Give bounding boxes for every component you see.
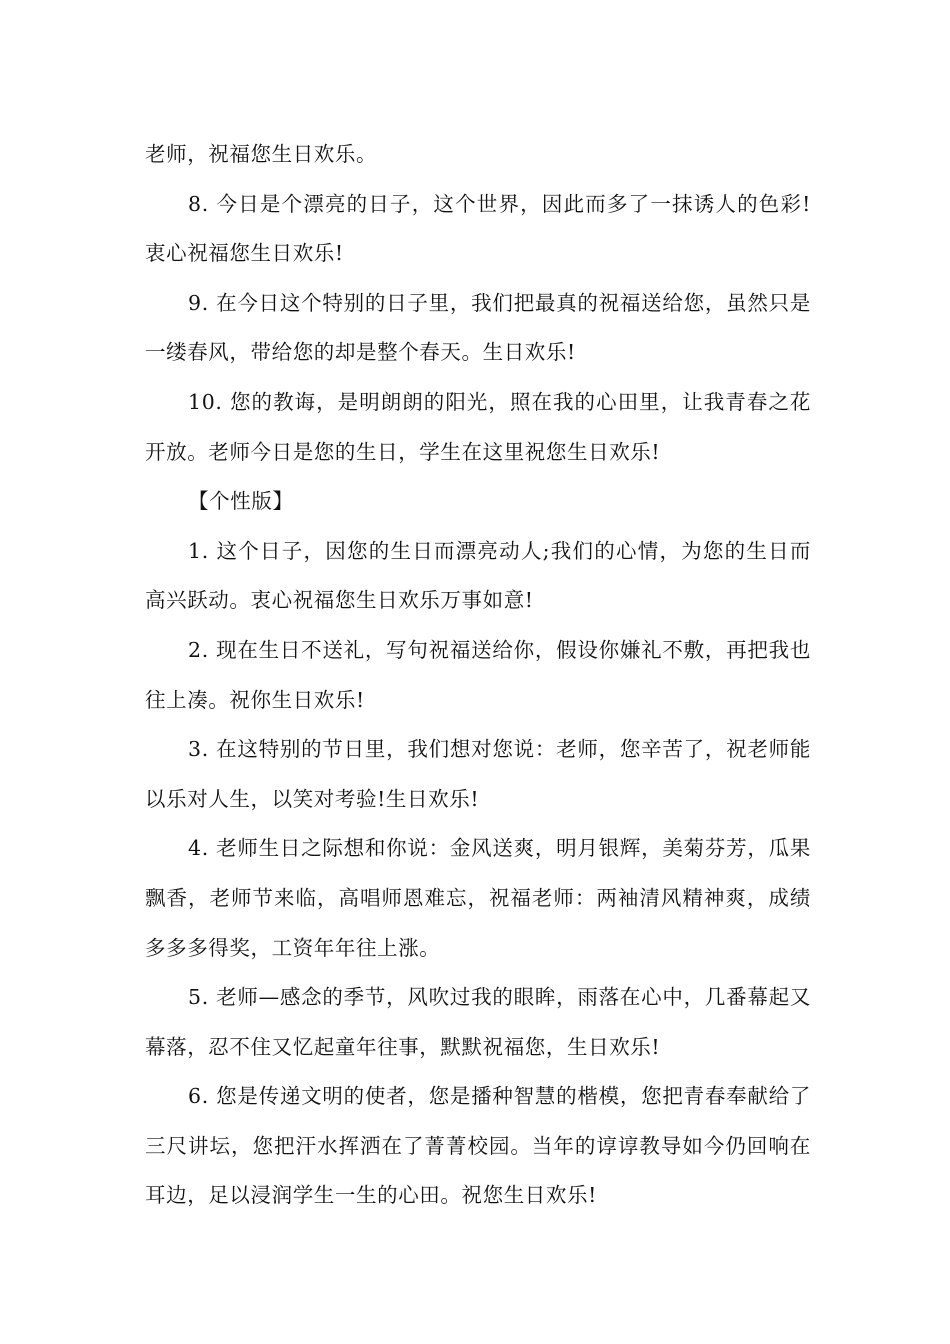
paragraph-item-2: 2. 现在生日不送礼，写句祝福送给你，假设你嫌礼不敷，再把我也往上凑。祝你生日欢乐! [145,637,811,712]
paragraph-item-5: 5. 老师—感念的季节，风吹过我的眼眸，雨落在心中，几番幕起又幕落，忍不住又忆起童年往事，默默祝福您，生日欢乐! [145,985,811,1059]
paragraph-item-4: 4. 老师生日之际想和你说：金风送爽，明月银辉，美菊芬芳，瓜果飘香，老师节来临，高唱师恩难忘，祝福老师：两袖清风精神爽，成绩多多多得奖，工资年年往上涨。 [145,836,811,960]
paragraph-item-8: 8. 今日是个漂亮的日子，这个世界，因此而多了一抹诱人的色彩!衷心祝福您生日欢乐! [145,191,811,266]
section-heading: 【个性版】 [188,489,294,514]
paragraph-item-9: 9. 在今日这个特别的日子里，我们把最真的祝福送给您，虽然只是一缕春风，带给您的却是整个春天。生日欢乐! [145,290,811,365]
paragraph-item-10: 10. 您的教诲，是明朗朗的阳光，照在我的心田里，让我青春之花开放。老师今日是您的生日，学生在这里祝您生日欢乐! [145,389,811,464]
paragraph-item-6: 6. 您是传递文明的使者，您是播种智慧的楷模，您把青春奉献给了三尺讲坛，您把汗水挥洒在了菁菁校园。当年的谆谆教导如今仍回响在耳边，足以浸润学生一生的心田。祝您生日欢乐! [145,1084,811,1208]
paragraph-item-3: 3. 在这特别的节日里，我们想对您说：老师，您辛苦了，祝老师能以乐对人生，以笑对考验!生日欢乐! [145,737,811,811]
document-body [145,130,811,1221]
paragraph-item-1: 1. 这个日子，因您的生日而漂亮动人;我们的心情，为您的生日而高兴跃动。衷心祝福您生日欢乐万事如意! [145,538,811,613]
paragraph-continuation: 老师，祝福您生日欢乐。 [145,142,378,166]
